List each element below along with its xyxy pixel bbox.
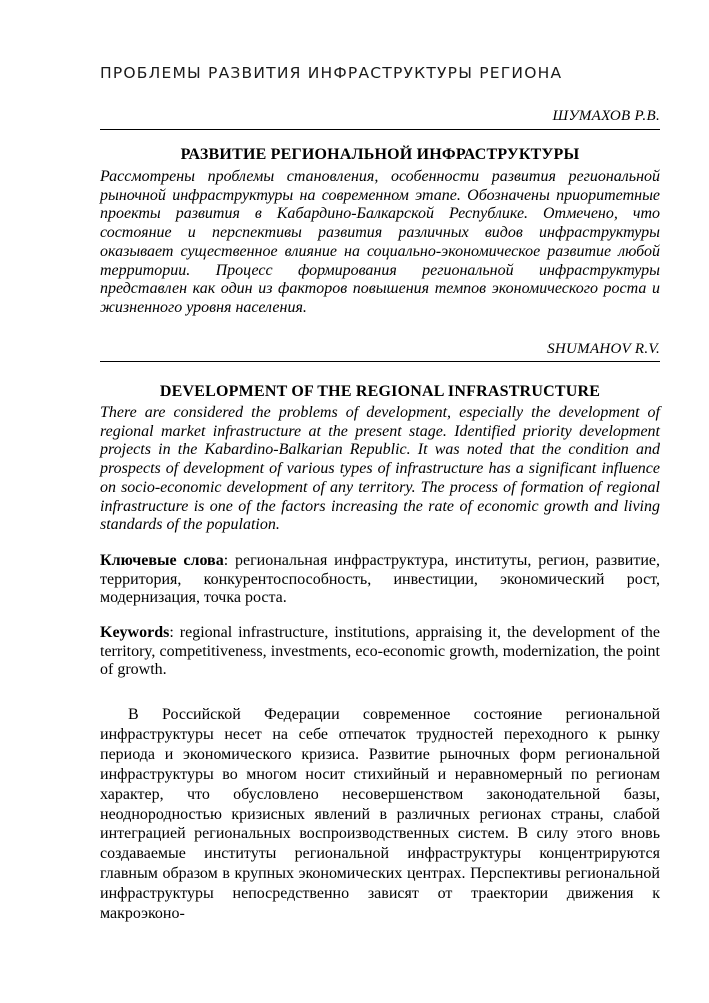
divider-rule-top bbox=[100, 129, 660, 130]
author-name-en: SHUMAHOV R.V. bbox=[547, 341, 660, 357]
keywords-ru-text: : региональная инфраструктура, институты, регион, развитие, территория, конкурентоспособность, инвестиции, экономический рост, модернизация, точка роста. bbox=[100, 552, 661, 607]
author-name-ru: ШУМАХОВ Р.В. bbox=[552, 108, 660, 124]
keywords-en bbox=[100, 624, 660, 680]
article-title-en: DEVELOPMENT OF THE REGIONAL INFRASTRUCTURE bbox=[159, 383, 601, 400]
article-title-ru: РАЗВИТИЕ РЕГИОНАЛЬНОЙ ИНФРАСТРУКТУРЫ bbox=[180, 146, 580, 163]
abstract-ru: Рассмотрены проблемы становления, особенности развития региональной рыночной инфраструктуры на современном этапе. Обозначены приоритетные проекты развития в Кабардино-Балкарской Республике. Отмечено, что состояние и перспективы развития различных видов инфраструктуры оказывает существенное влияние на социально-экономическое развитие любой территории. Процесс формирования региональной инфраструктуры представлен как один из факторов повышения темпов экономического роста и жизненного уровня населения. bbox=[100, 168, 660, 316]
keywords-en-label: Keywords bbox=[100, 624, 170, 641]
keywords-ru bbox=[100, 552, 660, 608]
body-paragraph: В Российской Федерации современное состояние региональной инфраструктуры несет на себе отпечаток трудностей переходного к рынку периода и экономического кризиса. Развитие рыночных форм региональной инфраструктуры во многом носит стихийный и неравномерный по регионам характер, что обусловлено несовершенством законодательной базы, неоднородностью кризисных явлений в различных регионах страны, слабой интеграцией региональных воспроизводственных систем. В силу этого вновь создаваемые институты региональной инфраструктуры концентрируются главным образом в крупных экономических центрах. Перспективы региональной инфраструктуры непосредственно зависят от траектории движения к макроэконо- bbox=[100, 706, 660, 923]
keywords-ru-label: Ключевые слова bbox=[100, 552, 224, 569]
keywords-en-text: : regional infrastructure, institutions, appraising it, the development of the territory, competitiveness, investments, eco-economic growth, modernization, the point of growth. bbox=[100, 624, 660, 679]
divider-rule-middle bbox=[100, 361, 660, 362]
journal-header-title: ПРОБЛЕМЫ РАЗВИТИЯ ИНФРАСТРУКТУРЫ РЕГИОНА bbox=[100, 64, 563, 82]
abstract-en: There are considered the problems of development, especially the development of regional market infrastructure at the present stage. Identified priority development projects in the Kabardino-Balkarian Republic. It was noted that the condition and prospects of development of various types of infrastructure has a significant influence on socio-economic development of any territory. The process of formation of regional infrastructure is one of the factors increasing the rate of economic growth and living standards of the population. bbox=[100, 404, 660, 534]
